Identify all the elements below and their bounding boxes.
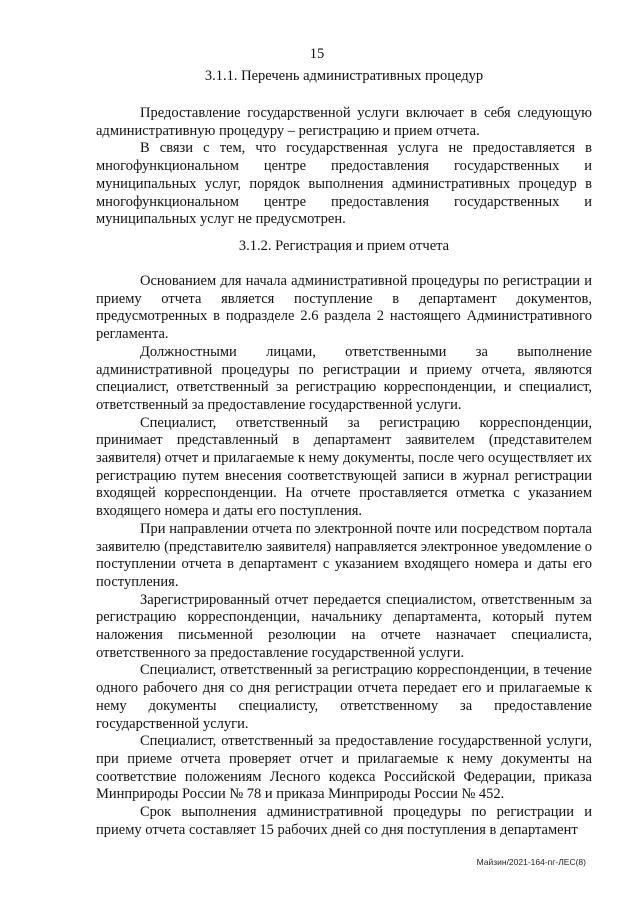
paragraph: В связи с тем, что государственная услуга не предоставляется в многофункциональном центре предоставления государственных и муниципальных услуг, порядок выполнения административных процедур в многофункциональном центре предоставления государственных и муниципальных услуг не предусмотрен. [96, 140, 592, 228]
paragraph: Специалист, ответственный за регистрацию корреспонденции, в течение одного рабочего дня со дня регистрации отчета передает его и прилагаемые к нему документы специалисту, ответственному за предоставление государственной услуги. [96, 662, 592, 732]
document-code-footer: Майзин/2021-164-пг-ЛЕС(8) [476, 857, 586, 867]
paragraph: Специалист, ответственный за регистрацию корреспонденции, принимает представленный в департамент заявителем (представителем заявителя) отчет и прилагаемые к нему документы, после чего осуществляет их регистрацию путем внесения соответствующей записи в журнал регистрации входящей корреспонденции. На отчете проставляется отметка с указанием входящего номера и даты его поступления. [96, 414, 592, 520]
paragraph: Предоставление государственной услуги включает в себя следующую административную процедуру – регистрацию и прием отчета. [96, 105, 592, 139]
paragraph: Должностными лицами, ответственными за выполнение административной процедуры по регистрации и приему отчета, являются специалист, ответственный за регистрацию корреспонденции, и специалист, ответственный за предоставление государственной услуги. [96, 343, 592, 413]
paragraph: При направлении отчета по электронной почте или посредством портала заявителю (представителю заявителя) направляется электронное уведомление о поступлении отчета в департамент с указанием входящего номера и даты его поступления. [96, 520, 592, 590]
section-body-3-1-2 [96, 273, 592, 840]
paragraph: Срок выполнения административной процедуры по регистрации и приему отчета составляет 15 рабочих дней со дня поступления в департамент [96, 804, 592, 838]
paragraph: Зарегистрированный отчет передается специалистом, ответственным за регистрацию корреспонденции, начальнику департамента, который путем наложения письменной резолюции на отчете назначает специалиста, ответственного за предоставление государственной услуги. [96, 591, 592, 661]
paragraph: Основанием для начала административной процедуры по регистрации и приему отчета является поступление в департамент документов, предусмотренных в подразделе 2.6 раздела 2 настоящего Административного регламента. [96, 273, 592, 343]
paragraph: Специалист, ответственный за предоставление государственной услуги, при приеме отчета проверяет отчет и прилагаемые к нему документы на соответствие положениям Лесного кодекса Российской Федерации, приказа Минприроды России № 78 и приказа Минприроды России № 452. [96, 733, 592, 803]
section-heading-3-1-1: 3.1.1. Перечень административных процедур [204, 68, 484, 84]
section-body-3-1-1 [96, 105, 592, 229]
page-number: 15 [309, 46, 325, 62]
section-heading-3-1-2: 3.1.2. Регистрация и прием отчета [238, 238, 450, 254]
